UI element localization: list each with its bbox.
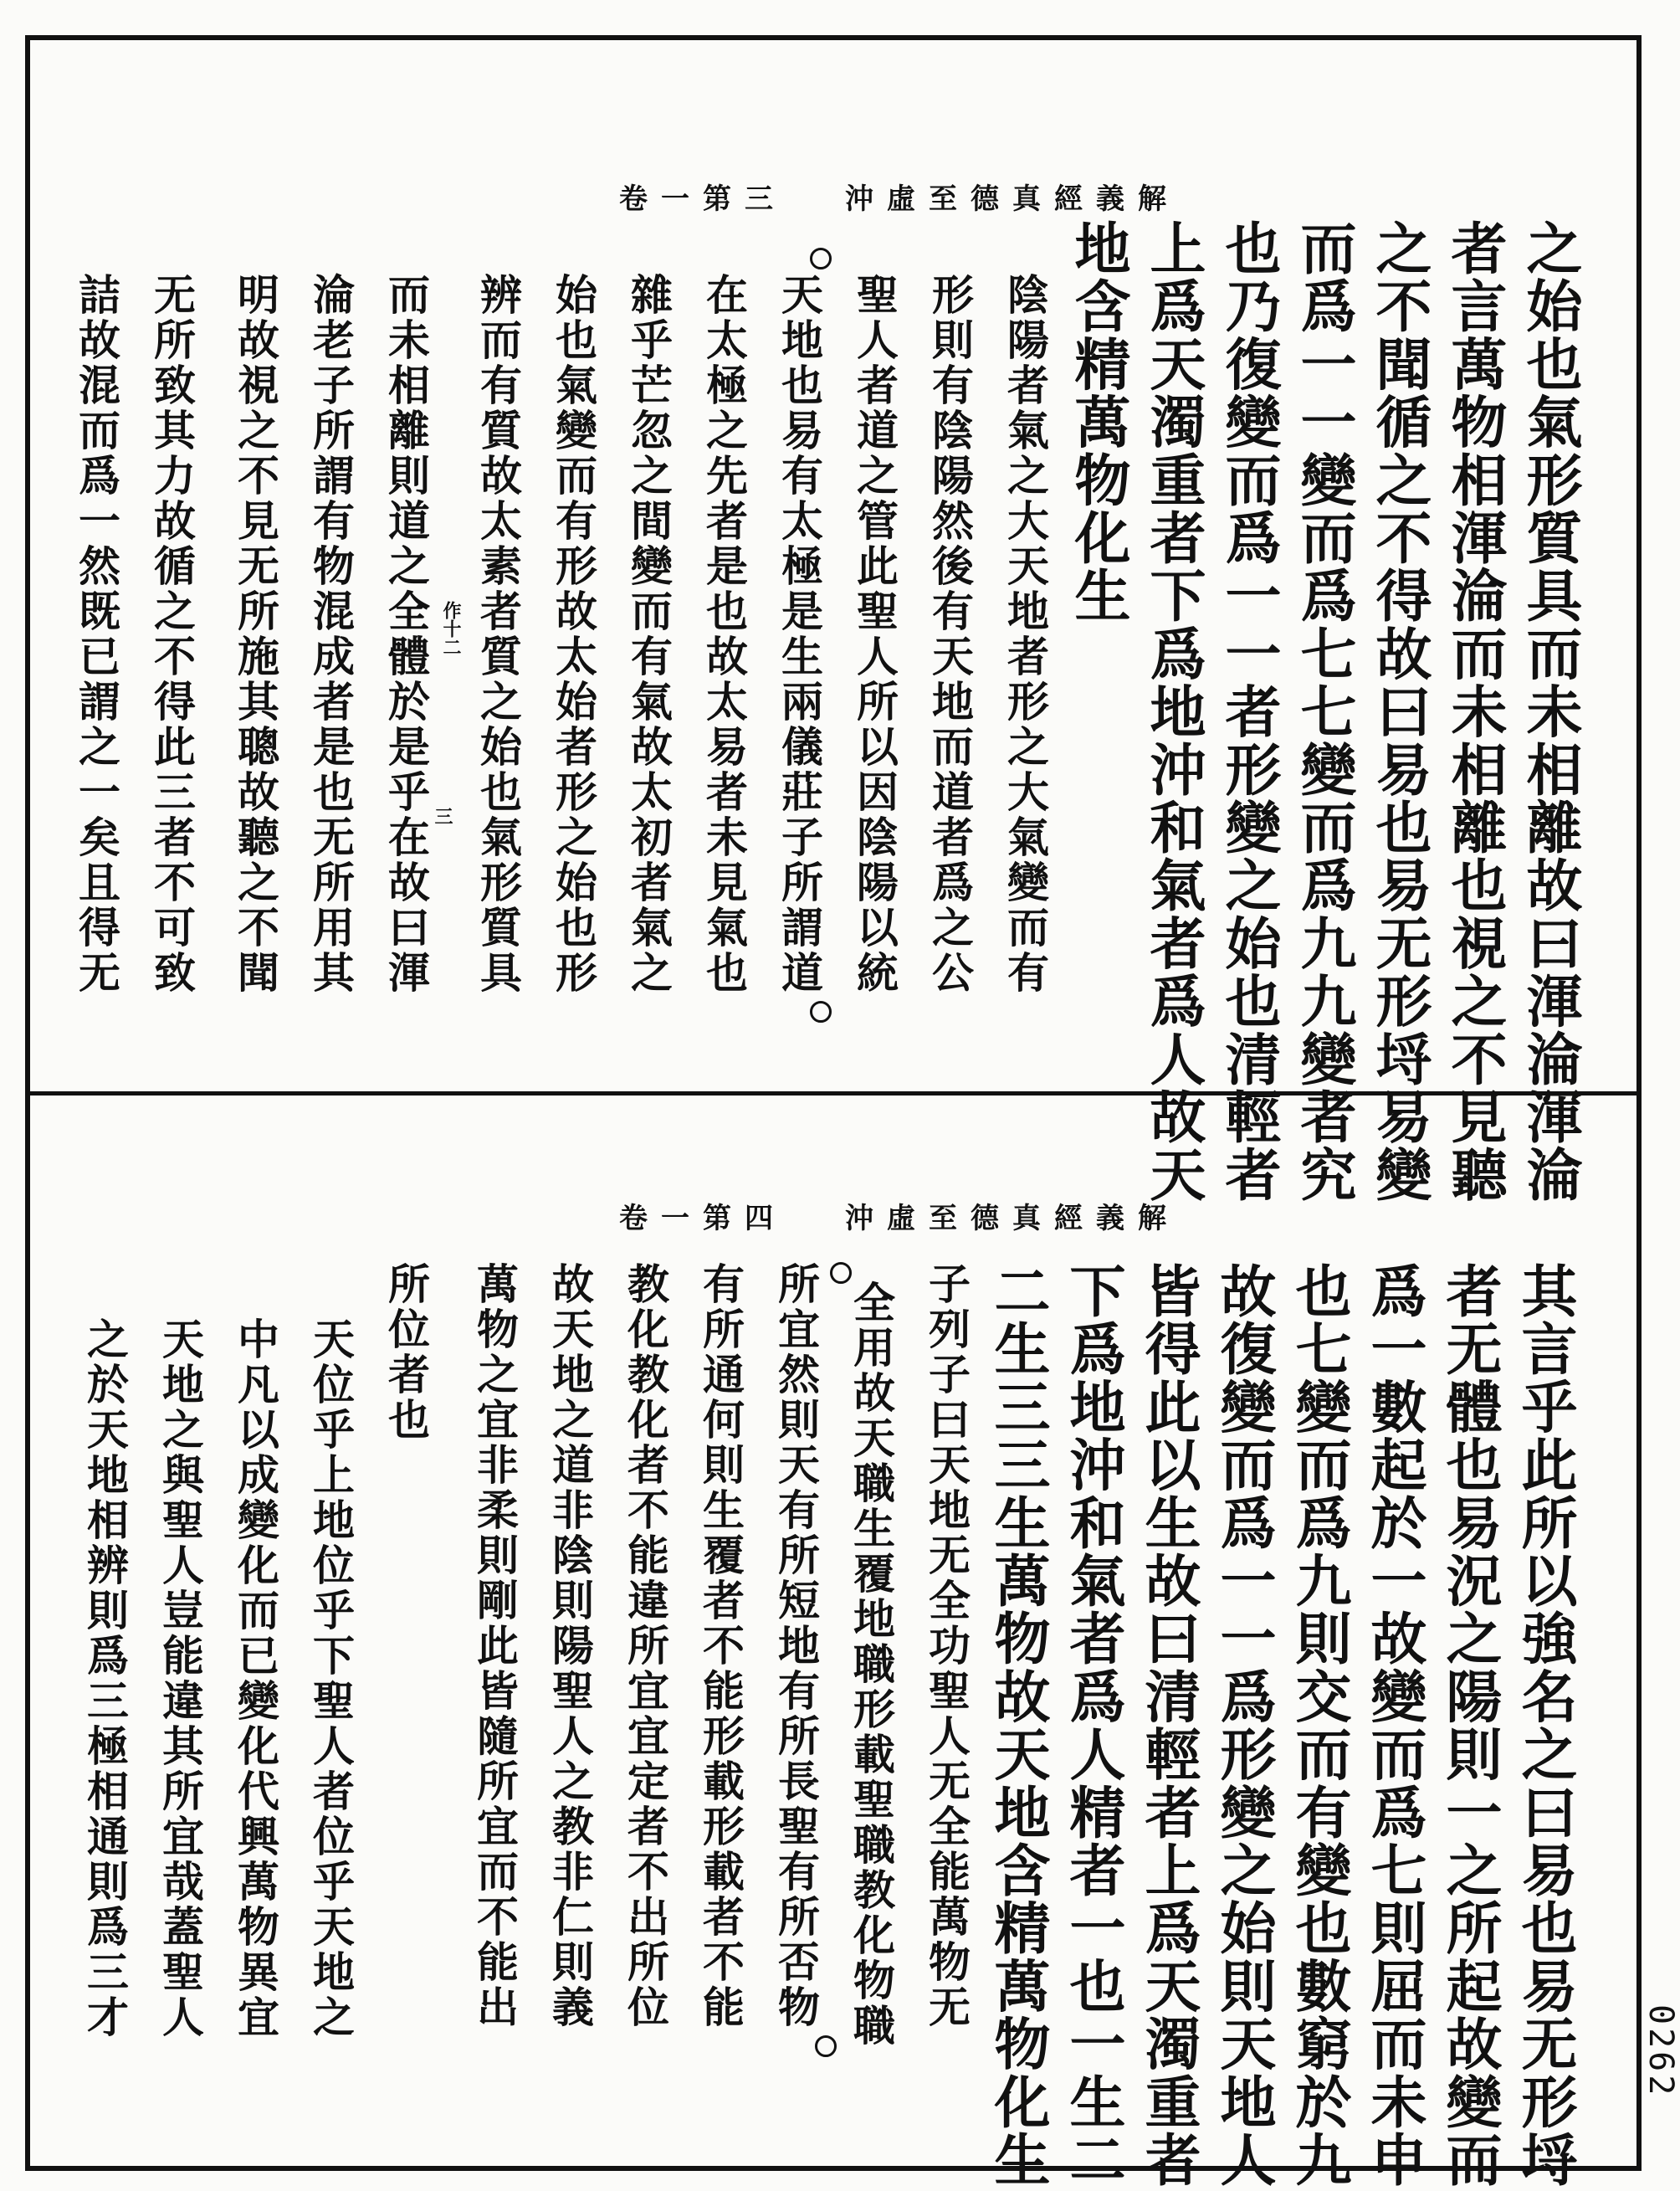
text-column: 而未相離則道之全體於是乎在故曰渾 (382, 273, 431, 996)
text-column: 詰故混而爲一然既已謂之一矣且得无 (72, 273, 121, 996)
text-column: 故復變而爲一一爲形變之始則天地人 (1211, 1262, 1278, 2189)
text-column: 在太極之先者是也故太易者未見氣也 (699, 273, 749, 996)
text-column: 形則有陰陽然後有天地而道者爲之公 (925, 273, 975, 996)
text-column: 上爲天濁重者下爲地沖和氣者爲人故天 (1141, 219, 1207, 1204)
small-annotation: 作十二 (440, 601, 462, 656)
text-column: 所位者也 (382, 1262, 431, 1443)
text-column: 天地之與聖人豈能違其所宜哉蓋聖人 (156, 1317, 205, 2040)
text-column: 中凡以成變化而已變化代興萬物異宜 (231, 1317, 280, 2040)
text-column: 天位乎上地位乎下聖人者位乎天地之 (306, 1317, 356, 2040)
text-column: 也七變而爲九則交而有變也數窮於九 (1287, 1262, 1353, 2189)
text-column: 萬物之宜非柔則剛此皆隨所宜而不能出 (470, 1262, 520, 2030)
circle-marker-icon (810, 1001, 832, 1023)
text-column: 也乃復變而爲一一者形變之始也清輕者 (1216, 219, 1283, 1204)
text-column: 而爲一一變而爲七七變而爲九九變者究 (1292, 219, 1358, 1204)
text-column: 陰陽者氣之大天地者形之大氣變而有 (1001, 273, 1050, 996)
small-annotation: 三 (432, 807, 453, 825)
text-column: 无所致其力故循之不得此三者不可致 (147, 273, 197, 996)
text-column: 下爲地沖和氣者爲人精者一也一生二 (1061, 1262, 1127, 2189)
text-column: 有所通何則生覆者不能形載形載者不能 (696, 1262, 745, 2030)
text-column: 始也氣變而有形故太始者形之始也形 (549, 273, 598, 996)
text-column: 二生三三生萬物故天地含精萬物化生 (986, 1262, 1052, 2189)
text-column: 聖人者道之管此聖人所以因陰陽以統 (850, 273, 899, 996)
bottom-header-section: 卷一第四 (619, 1202, 786, 1235)
circle-marker-icon (830, 1262, 852, 1284)
text-column: 明故視之不見无所施其聰故聽之不聞 (231, 273, 280, 996)
text-column: 故天地之道非陰則陽聖人之教非仁則義 (545, 1262, 595, 2030)
bottom-header-title: 沖虛至德真經義解 (845, 1202, 1180, 1235)
text-column: 皆得此以生故曰清輕者上爲天濁重者 (1136, 1262, 1202, 2189)
circle-marker-icon (810, 248, 832, 269)
text-column: 地含精萬物化生 (1066, 219, 1132, 625)
text-column: 者言萬物相渾淪而未相離也視之不見聽 (1442, 219, 1508, 1204)
text-column: 天地也易有太極是生兩儀莊子所謂道 (775, 273, 824, 996)
top-header-title: 沖虛至德真經義解 (845, 182, 1180, 216)
text-column: 其言乎此所以強名之曰易也易无形埒 (1513, 1262, 1579, 2189)
text-column: 之於天地相辨則爲三極相通則爲三才 (80, 1317, 130, 2040)
text-column: 者无體也易況之陽則一之所起故變而 (1437, 1262, 1503, 2189)
text-column: 辨而有質故太素者質之始也氣形質具 (474, 273, 523, 996)
text-column: 雜乎芒忽之間變而有氣故太初者氣之 (624, 273, 674, 996)
text-column: 淪老子所謂有物混成者是也无所用其 (306, 273, 356, 996)
text-column: 教化教化者不能違所宜宜定者不出所位 (621, 1262, 670, 2030)
top-header-section: 卷一第三 (619, 182, 786, 216)
text-column: 爲一數起於一故變而爲七則屈而未申 (1362, 1262, 1428, 2189)
text-column: 之不聞循之不得故曰易也易无形埒易變 (1367, 219, 1433, 1204)
text-column: 之始也氣形質具而未相離故曰渾淪渾淪 (1518, 219, 1584, 1204)
text-column: 所宜然則天有所短地有所長聖有所否物 (771, 1262, 821, 2030)
circle-marker-icon (815, 2035, 837, 2057)
text-column: 全用故天職生覆地職形載聖職教化物職 (847, 1280, 896, 2049)
page-number: 0262 (1642, 2004, 1680, 2099)
text-column: 子列子曰天地无全功聖人无全能萬物无 (922, 1262, 971, 2030)
